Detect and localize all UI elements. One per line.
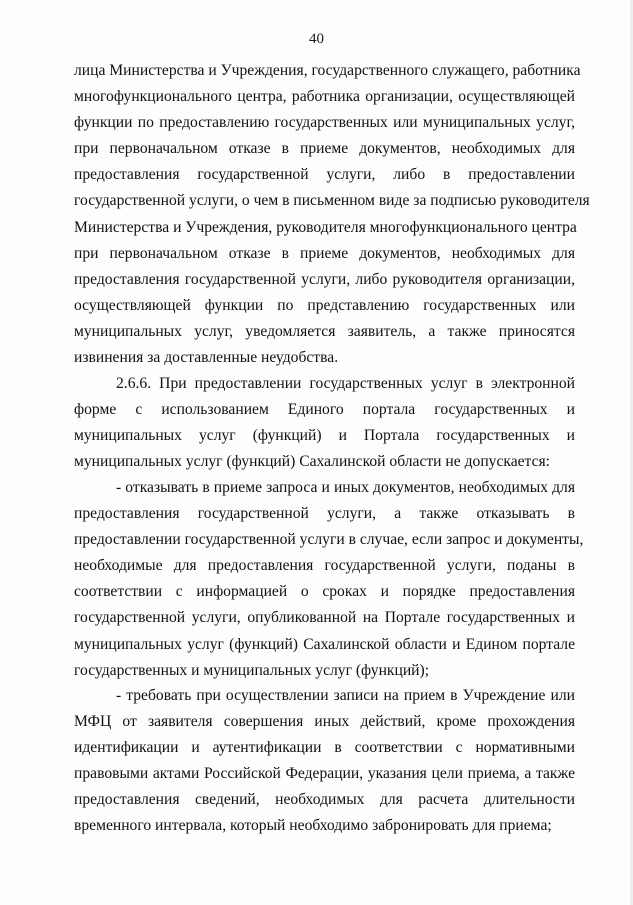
text-line: предоставлении государственной услуги в случае, если запрос и документы, <box>74 531 584 549</box>
paragraph-2-6-6 <box>74 371 575 475</box>
text-line: извинения за доставленные неудобства. <box>74 349 339 367</box>
text-line: многофункционального центра, работника организации, осуществляющей <box>74 88 575 106</box>
text-line: предоставления сведений, необходимых для расчета длительности <box>74 791 575 809</box>
text-line: форме с использованием Единого портала государственных и <box>74 401 575 419</box>
text-line: лица Министерства и Учреждения, государственного служащего, работника <box>74 62 581 79</box>
text-line: функции по предоставлению государственных или муниципальных услуг, <box>74 114 575 132</box>
text-line: при первоначальном отказе в приеме документов, необходимых для <box>74 140 575 158</box>
text-line: государственной услуги, о чем в письменном виде за подписью руководителя <box>74 192 590 210</box>
text-line: Министерства и Учреждения, руководителя многофункционального центра <box>74 218 577 236</box>
text-line: муниципальных услуг (функций) и Портала государственных и <box>74 427 575 445</box>
text-line: МФЦ от заявителя совершения иных действий, кроме прохождения <box>74 713 575 731</box>
list-item <box>74 475 584 684</box>
text-line: муниципальных услуг (функций) Сахалинской области не допускается: <box>74 453 550 471</box>
text-line: предоставления государственной услуги, либо в предоставлении <box>74 166 575 184</box>
text-line: - отказывать в приеме запроса и иных документов, необходимых для <box>116 479 575 496</box>
text-line: муниципальных услуг (функций) Сахалинской области и Едином портале <box>74 635 575 653</box>
text-line: государственных и муниципальных услуг (функций); <box>74 661 430 679</box>
text-line: необходимые для предоставления государственной услуги, поданы в <box>74 557 575 575</box>
text-line: правовыми актами Российской Федерации, указания цели приема, а также <box>74 765 575 783</box>
text-line: осуществляющей функции по представлению государственных или <box>74 296 575 314</box>
list-item <box>74 683 575 840</box>
paragraph-continuation <box>74 58 590 371</box>
text-line: 2.6.6. При предоставлении государственных услуг в электронной <box>116 375 575 392</box>
text-line: предоставления государственной услуги, либо руководителя организации, <box>74 270 575 288</box>
text-line: государственной услуги, опубликованной на Портале государственных и <box>74 609 575 627</box>
text-line: при первоначальном отказе в приеме документов, необходимых для <box>74 244 575 262</box>
text-line: предоставления государственной услуги, а также отказывать в <box>74 505 575 523</box>
text-line: - требовать при осуществлении записи на прием в Учреждение или <box>116 687 575 704</box>
page-number: 40 <box>309 31 324 47</box>
text-line: муниципальных услуг, уведомляется заявитель, а также приносятся <box>74 322 575 340</box>
text-line: соответствии с информацией о сроках и порядке предоставления <box>74 583 575 601</box>
text-line: временного интервала, который необходимо забронировать для приема; <box>74 817 552 835</box>
text-line: идентификации и аутентификации в соответствии с нормативными <box>74 739 575 757</box>
